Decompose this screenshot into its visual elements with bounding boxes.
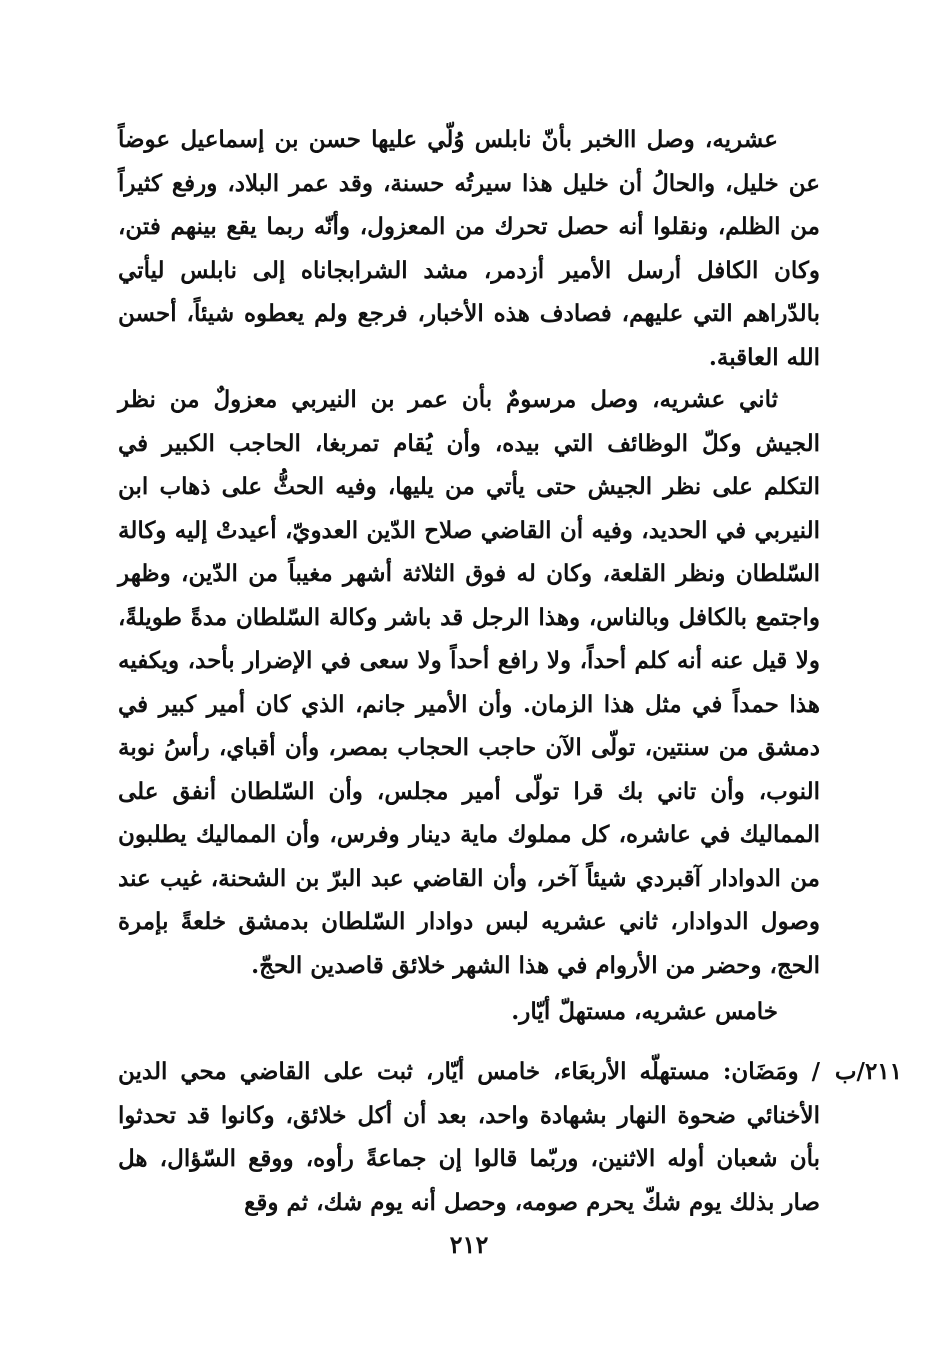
paragraph-3: خامس عشريه، مستهلّ أيّار. [511,998,778,1025]
paragraph-2: ثاني عشريه، وصل مرسومٌ بأن عمر بن النيربي معزولٌ من نظر الجيش وكلّ الوظائف التي بيده، وأن يُقام تمربغا، الحاجب الكبير في التكلم على نظر الجيش حتى يأتي من يليها، وفيه الحثُّ على ذهاب ابن النيربي في الحديد، وفيه أن القاضي صلاح الدّين العدويّ، أعيدتْ إليه وكالة السّلطان ونظر القلعة، وكان له فوق الثلاثة أشهر مغيباً من الدّين، وظهر واجتمع بالكافل وبالناس، وهذا الرجل قد باشر وكالة السّلطان مدةً طويلةً، ولا قيل عنه أنه كلم أحداً، ولا رافع أحداً ولا سعى في الإضرار بأحد، ويكفيه هذا حمداً في مثل هذا الزمان. وأن الأمير جانم، الذي كان أمير كبير في دمشق من سنتين، تولّى الآن حاجب الحجاب بمصر، وأن أقباي، رأسُ نوبة النوب، وأن تاني بك قرا تولّى أمير مجلس، وأن السّلطان أنفق على المماليك في عاشره، كل مملوك ماية دينار وفرس، وأن المماليك يطلبون من الدوادار آقبردي شيئاً آخر، وأن القاضي عبد البرّ بن الشحنة، غيب عند وصول الدوادار، ثاني عشريه لبس دوادار السّلطان بدمشق خلعةً بإمرة الحج، وحضر من الأروام في هذا الشهر خلائق قاصدين الحجّ. [118,386,821,979]
folio-margin-note: ٢١١/ب [834,1058,902,1085]
paragraph-1: عشريه، وصل االخبر بأنّ نابلس وُلّي عليها حسن بن إسماعيل عوضاً عن خليل، والحالُ أن خليل هذا سيرتُه حسنة، وقد عمر البلاد، ورفع كثيراً من الظلم، ونقلوا أنه حصل تحرك من المعزول، وأنّه ربما يقع بينهم فتن، وكان الكافل أرسل الأمير أزدمر، مشد الشرابجاناه إلى نابلس ليأتي بالدّراهم التي عليهم، فصادف هذه الأخبار، فرجع ولم يعطوه شيئاً، أحسن الله العاقبة. [118,126,820,371]
page-number: ٢١٢ [449,1230,489,1259]
paragraph-4: / ومَضَان: مستهلّه الأربعَاء، خامس أيّار، ثبت على القاضي محي الدين الأخنائي ضحوة النهار بشهادة واحد، بعد أن أكل خلائق، وكانوا قد تحدثوا بأن شعبان أوله الاثنين، وربّما قالوا إن جماعةً رأوه، ووقع السّؤال، هل صار بذلك يوم شكّ يحرم صومه، وحصل أنه يوم شك، ثم وقع [118,1058,820,1216]
